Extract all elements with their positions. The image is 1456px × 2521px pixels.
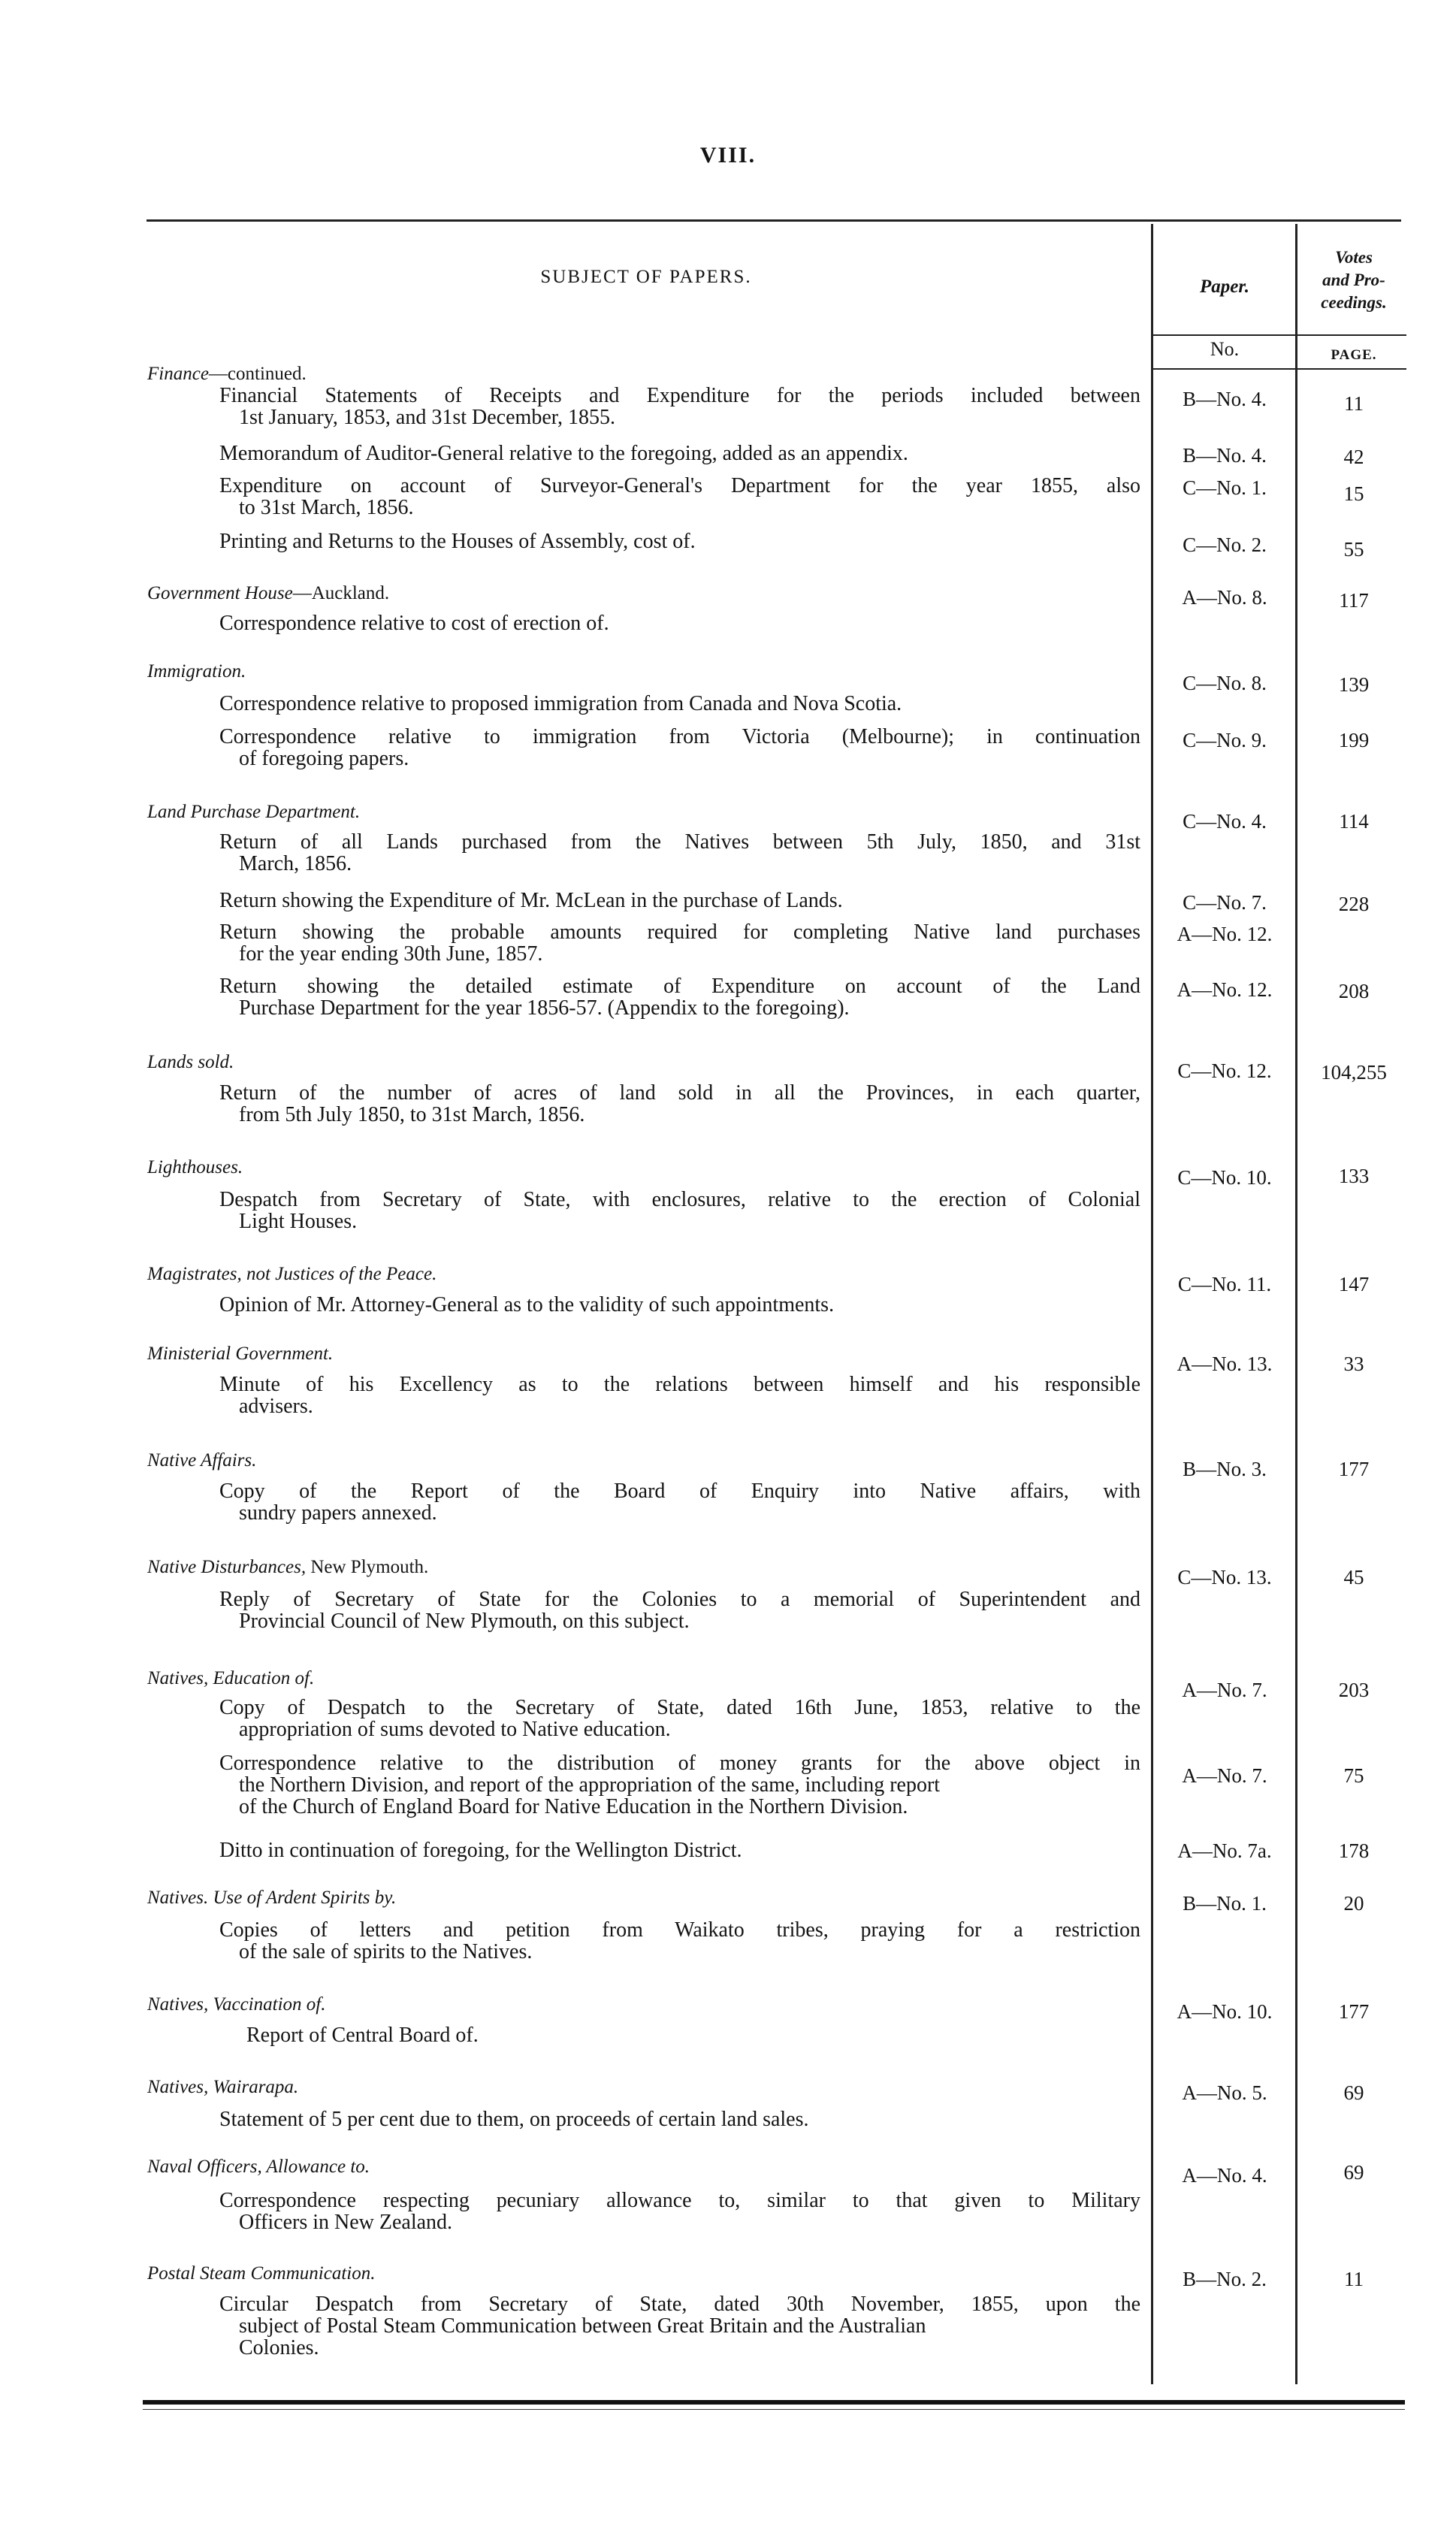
page-number: 177 <box>1338 1458 1370 1480</box>
list-item: Correspondence relative to the distribution of money grants for the above object in the Northern Division, and report of the appropriation of the same, including report of the Church of England Board for Native Education in the Northern Division. <box>219 1752 1140 1818</box>
header-rule <box>1151 334 1406 336</box>
page-number: 75 <box>1343 1764 1364 1787</box>
paper-number: C—No. 12. <box>1177 1059 1272 1082</box>
page-number: 69 <box>1343 2081 1364 2104</box>
list-item: Reply of Secretary of State for the Colonies to a memorial of Superintendent and Provincial Council of New Plymouth, on this subject. <box>219 1588 1140 1633</box>
page-number: 208 <box>1338 980 1370 1002</box>
page-number: 178 <box>1338 1839 1370 1862</box>
paper-number: B—No. 2. <box>1183 2268 1267 2290</box>
page-number: 203 <box>1338 1679 1370 1701</box>
list-item: Return showing the probable amounts required for completing Native land purchases for the year ending 30th June, 1857. <box>219 920 1140 966</box>
section-heading: Finance—continued. <box>147 364 307 384</box>
column-divider-paper <box>1295 224 1297 2384</box>
list-item: Minute of his Excellency as to the relations between himself and his responsible advisers. <box>219 1373 1140 1418</box>
paper-number: A—No. 5. <box>1182 2081 1267 2104</box>
section-heading: Government House—Auckland. <box>147 583 390 603</box>
paper-number: A—No. 12. <box>1177 978 1273 1001</box>
section-heading: Naval Officers, Allowance to. <box>147 2157 370 2177</box>
list-item: Statement of 5 per cent due to them, on proceeds of certain land sales. <box>219 2108 809 2131</box>
subheader-page: PAGE. <box>1331 347 1377 363</box>
column-divider-subject <box>1151 224 1153 2384</box>
paper-number: C—No. 1. <box>1183 476 1267 499</box>
section-heading: Natives, Wairarapa. <box>147 2077 299 2097</box>
list-item: Despatch from Secretary of State, with enclosures, relative to the erection of Colonial Light Houses. <box>219 1188 1140 1233</box>
page-folio: VIII. <box>699 143 757 168</box>
page-number: 139 <box>1338 673 1370 696</box>
header-votes-line1: Votes <box>1335 248 1373 267</box>
section-heading: Native Disturbances, New Plymouth. <box>147 1557 429 1577</box>
list-item: Return of all Lands purchased from the Natives between 5th July, 1850, and 31st March, 1856. <box>219 830 1140 875</box>
page-number: 114 <box>1339 810 1369 833</box>
paper-number: A—No. 13. <box>1177 1353 1273 1375</box>
page-number: 228 <box>1338 893 1370 915</box>
page-number: 177 <box>1338 2000 1370 2023</box>
section-heading: Natives. Use of Ardent Spirits by. <box>147 1888 397 1908</box>
bottom-rule <box>143 2400 1405 2405</box>
header-subject: SUBJECT OF PAPERS. <box>540 267 752 287</box>
list-item: Correspondence relative to proposed immigration from Canada and Nova Scotia. <box>219 692 902 715</box>
page-number: 11 <box>1344 2268 1364 2290</box>
page-number: 55 <box>1343 538 1364 561</box>
page-number: 11 <box>1344 392 1364 415</box>
list-item: Ditto in continuation of foregoing, for the Wellington District. <box>219 1839 742 1862</box>
list-item: Printing and Returns to the Houses of Assembly, cost of. <box>219 530 696 553</box>
page-number: 147 <box>1338 1273 1370 1295</box>
paper-number: C—No. 9. <box>1183 729 1267 751</box>
section-heading: Lighthouses. <box>147 1157 243 1177</box>
list-item: Correspondence respecting pecuniary allowance to, similar to that given to Military Officers in New Zealand. <box>219 2189 1140 2234</box>
paper-number: C—No. 10. <box>1177 1166 1272 1189</box>
paper-number: A—No. 7a. <box>1177 1839 1272 1862</box>
list-item: Return showing the Expenditure of Mr. McLean in the purchase of Lands. <box>219 889 843 912</box>
list-item: Expenditure on account of Surveyor-General's Department for the year 1855, also to 31st March, 1856. <box>219 474 1140 519</box>
paper-number: C—No. 7. <box>1183 891 1267 914</box>
paper-number: C—No. 11. <box>1177 1273 1272 1295</box>
list-item: Opinion of Mr. Attorney-General as to the validity of such appointments. <box>219 1293 835 1316</box>
list-item: Return showing the detailed estimate of Expenditure on account of the Land Purchase Department for the year 1856-57. (Appendix to the foregoing). <box>219 975 1140 1020</box>
section-heading: Natives, Education of. <box>147 1668 315 1688</box>
paper-number: C—No. 2. <box>1183 534 1267 556</box>
list-item: Memorandum of Auditor-General relative to the foregoing, added as an appendix. <box>219 442 908 465</box>
paper-number: C—No. 8. <box>1183 672 1267 694</box>
paper-number: C—No. 4. <box>1183 810 1267 833</box>
paper-number: B—No. 3. <box>1183 1458 1267 1480</box>
paper-number: A—No. 7. <box>1182 1764 1267 1787</box>
section-heading: Ministerial Government. <box>147 1344 334 1364</box>
top-rule <box>147 219 1401 222</box>
section-heading: Magistrates, not Justices of the Peace. <box>147 1264 437 1284</box>
list-item: Copy of Despatch to the Secretary of State, dated 16th June, 1853, relative to the appropriation of sums devoted to Native education. <box>219 1696 1140 1741</box>
paper-number: A—No. 4. <box>1182 2164 1267 2187</box>
header-votes <box>1301 246 1406 314</box>
list-item: Copies of letters and petition from Waikato tribes, praying for a restriction of the sale of spirits to the Natives. <box>219 1918 1140 1963</box>
page-number: 104,255 <box>1321 1061 1387 1084</box>
page-number: 199 <box>1338 729 1370 751</box>
paper-number: B—No. 4. <box>1183 444 1267 467</box>
page-number: 117 <box>1339 589 1369 612</box>
paper-number: A—No. 12. <box>1177 923 1273 945</box>
list-item: Copy of the Report of the Board of Enquiry into Native affairs, with sundry papers annexed. <box>219 1480 1140 1525</box>
page-number: 42 <box>1343 446 1364 468</box>
section-heading: Land Purchase Department. <box>147 802 361 822</box>
bottom-rule-thin <box>143 2409 1405 2410</box>
list-item: Correspondence relative to cost of erection of. <box>219 612 609 635</box>
list-item: Report of Central Board of. <box>246 2024 479 2047</box>
section-heading: Native Affairs. <box>147 1450 257 1471</box>
subheader-rule <box>1151 368 1406 370</box>
paper-number: B—No. 1. <box>1183 1892 1267 1915</box>
header-paper: Paper. <box>1200 277 1249 297</box>
section-heading: Postal Steam Communication. <box>147 2263 376 2284</box>
list-item: Correspondence relative to immigration from Victoria (Melbourne); in continuation of foregoing papers. <box>219 725 1140 770</box>
page-number: 15 <box>1343 482 1364 505</box>
section-heading: Natives, Vaccination of. <box>147 1994 326 2015</box>
page-number: 69 <box>1343 2161 1364 2184</box>
list-item: Circular Despatch from Secretary of State, dated 30th November, 1855, upon the subject of Postal Steam Communication between Great Britain and the Australian Colonies. <box>219 2293 1140 2359</box>
header-votes-line2: and Pro- <box>1322 271 1385 289</box>
paper-number: A—No. 8. <box>1182 586 1267 609</box>
paper-number: B—No. 4. <box>1183 388 1267 410</box>
section-heading: Lands sold. <box>147 1052 234 1072</box>
header-votes-line3: ceedings. <box>1321 293 1387 312</box>
list-item: Return of the number of acres of land sold in all the Provinces, in each quarter, from 5th July 1850, to 31st March, 1856. <box>219 1081 1140 1126</box>
page-number: 133 <box>1338 1165 1370 1187</box>
paper-number: C—No. 13. <box>1177 1566 1272 1588</box>
paper-number: A—No. 10. <box>1177 2000 1273 2023</box>
page-number: 33 <box>1343 1353 1364 1375</box>
page-number: 20 <box>1343 1892 1364 1915</box>
paper-number: A—No. 7. <box>1182 1679 1267 1701</box>
section-heading: Immigration. <box>147 661 246 682</box>
list-item: Financial Statements of Receipts and Expenditure for the periods included between 1st January, 1853, and 31st December, 1855. <box>219 384 1140 429</box>
subheader-no: No. <box>1210 338 1240 360</box>
page-number: 45 <box>1343 1566 1364 1588</box>
